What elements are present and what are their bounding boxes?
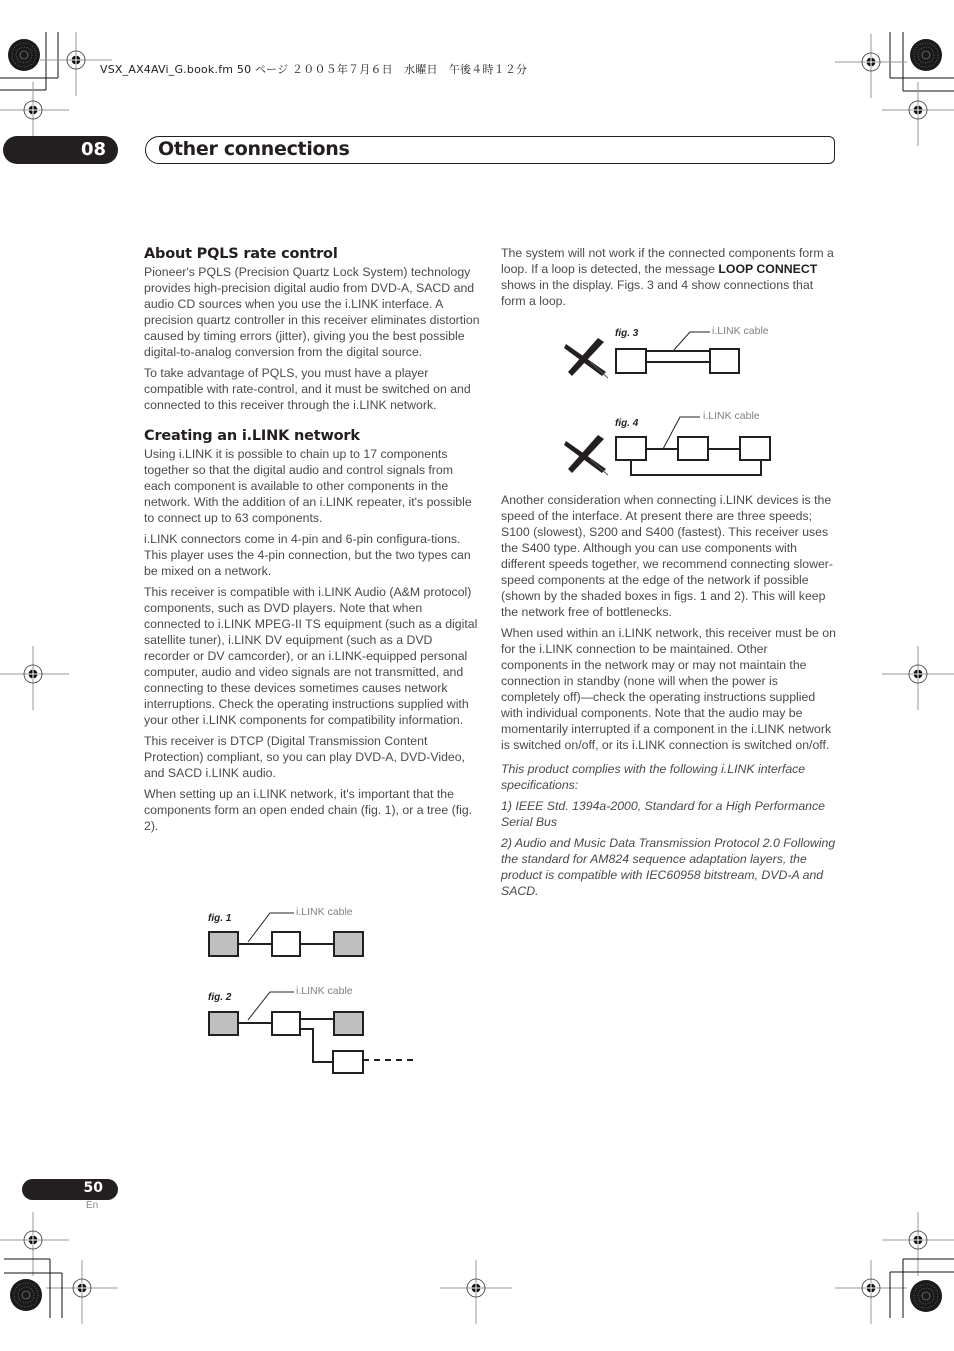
figure-label: fig. 4: [615, 418, 639, 429]
starburst-mark-icon: [8, 39, 40, 71]
chain-diagram: [200, 900, 430, 970]
page-number-tab: [22, 1179, 118, 1200]
right-column-top: [501, 245, 837, 314]
figure-label: fig. 3: [615, 328, 639, 339]
tree-diagram: [200, 980, 430, 1080]
figure-label: fig. 1: [208, 913, 232, 924]
loop-paragraph: The system will not work if the connected components form a loop. If a loop is detected, the message LOOP CONNECT shows in the display. Figs. 3 and 4 show connections that form a loop.: [501, 246, 834, 308]
cable-label: i.LINK cable: [296, 906, 353, 918]
cross-mark-icon: [564, 435, 608, 475]
loop-diagram: [560, 405, 790, 485]
page-language: En: [86, 1200, 99, 1211]
spec-note: 2) Audio and Music Data Transmission Protocol 2.0 Following the standard for AM824 sequence adaptation layers, the product is compatible with IEC60958 bitstream, DVD-A and SACD.: [501, 836, 836, 898]
figure-label: fig. 2: [208, 992, 232, 1003]
cable-label: i.LINK cable: [712, 325, 769, 337]
paragraph: When setting up an i.LINK network, it's important that the components form an open ended chain (fig. 1), or a tree (fig. 2).: [144, 787, 473, 833]
right-column-bottom: [501, 492, 837, 904]
paragraph: i.LINK connectors come in 4-pin and 6-pin configura-tions. This player uses the 4-pin connection, but the two types can be mixed on a network.: [144, 532, 471, 578]
chapter-title: Other connections: [158, 138, 350, 160]
spec-note: This product complies with the following i.LINK interface specifications:: [501, 762, 806, 792]
paragraph: Pioneer's PQLS (Precision Quartz Lock System) technology provides high-precision digital audio from DVD-A, SACD and audio CD sources when you use the i.LINK interface. A precision quartz controller in this receiver eliminates distortion caused by timing errors (jitter), giving you the best possible digital-to-analog conversion from the digital source.: [144, 265, 480, 359]
spec-note: 1) IEEE Std. 1394a-2000, Standard for a High Performance Serial Bus: [501, 799, 826, 829]
chapter-number-tab: [3, 136, 118, 164]
page-number: 50: [83, 1180, 103, 1196]
running-header: VSX_AX4AVi_G.book.fm 50 ページ ２００５年７月６日 水曜日 午後４時１２分: [100, 63, 528, 76]
figure-2-tree: [200, 980, 430, 1080]
paragraph: This receiver is compatible with i.LINK Audio (A&M protocol) components, such as DVD players. Note that when connected to i.LINK MPEG-II TS equipment (such as a digital satellite tuner), i.LINK DV equipment (such as a DVD recorder or DV camcorder), or an i.LINK-equipped personal computer, audio and video signals are not transmitted, and connecting to these devices sometimes causes network interruptions. Check the operating instructions supplied with your other i.LINK components for compatibility information.: [144, 585, 478, 727]
cross-mark-icon: [564, 338, 608, 378]
cable-label: i.LINK cable: [703, 410, 760, 422]
chapter-title-bar: [145, 136, 835, 164]
chapter-number: 08: [80, 139, 106, 160]
loop-diagram: [560, 322, 790, 382]
paragraph: When used within an i.LINK network, this receiver must be on for the i.LINK connection to be maintained. Other components in the network may or may not maintain the connection in standby (none will when the power is completely off)—check the operating instructions supplied with individual components. Note that the audio may be momentarily interrupted if a component in the i.LINK network is switched on/off, or its i.LINK connection is switched on/off.: [501, 626, 836, 752]
paragraph: To take advantage of PQLS, you must have a player compatible with rate-control, and it must be switched on and connected to this receiver through the i.LINK network.: [144, 366, 471, 412]
left-column: [144, 245, 480, 839]
figure-3-loop: [560, 322, 790, 382]
figure-1-chain: [200, 900, 430, 970]
section-heading-pqls: About PQLS rate control: [144, 246, 338, 262]
paragraph: Another consideration when connecting i.LINK devices is the speed of the interface. At present there are three speeds; S100 (slowest), S200 and S400 (fastest). This receiver uses the S400 type. Although you can use components with different speeds together, we recommend connecting slower-speed components at the edge of the network if possible (shown by the shaded boxes in figs. 1 and 2). This will keep the network free of bottlenecks.: [501, 493, 833, 619]
section-heading-ilink-network: Creating an i.LINK network: [144, 428, 360, 444]
cable-label: i.LINK cable: [296, 985, 353, 997]
paragraph: Using i.LINK it is possible to chain up to 17 components together so that the digital audio and control signals from each component is available to other components in the network. With the addition of an i.LINK repeater, it's possible to connect up to 63 components.: [144, 447, 472, 525]
figure-4-loop: [560, 405, 790, 485]
loop-connect-message: LOOP CONNECT: [718, 262, 818, 276]
paragraph: This receiver is DTCP (Digital Transmission Content Protection) compliant, so you can play DVD-A, DVD-Video, and SACD i.LINK audio.: [144, 734, 465, 780]
